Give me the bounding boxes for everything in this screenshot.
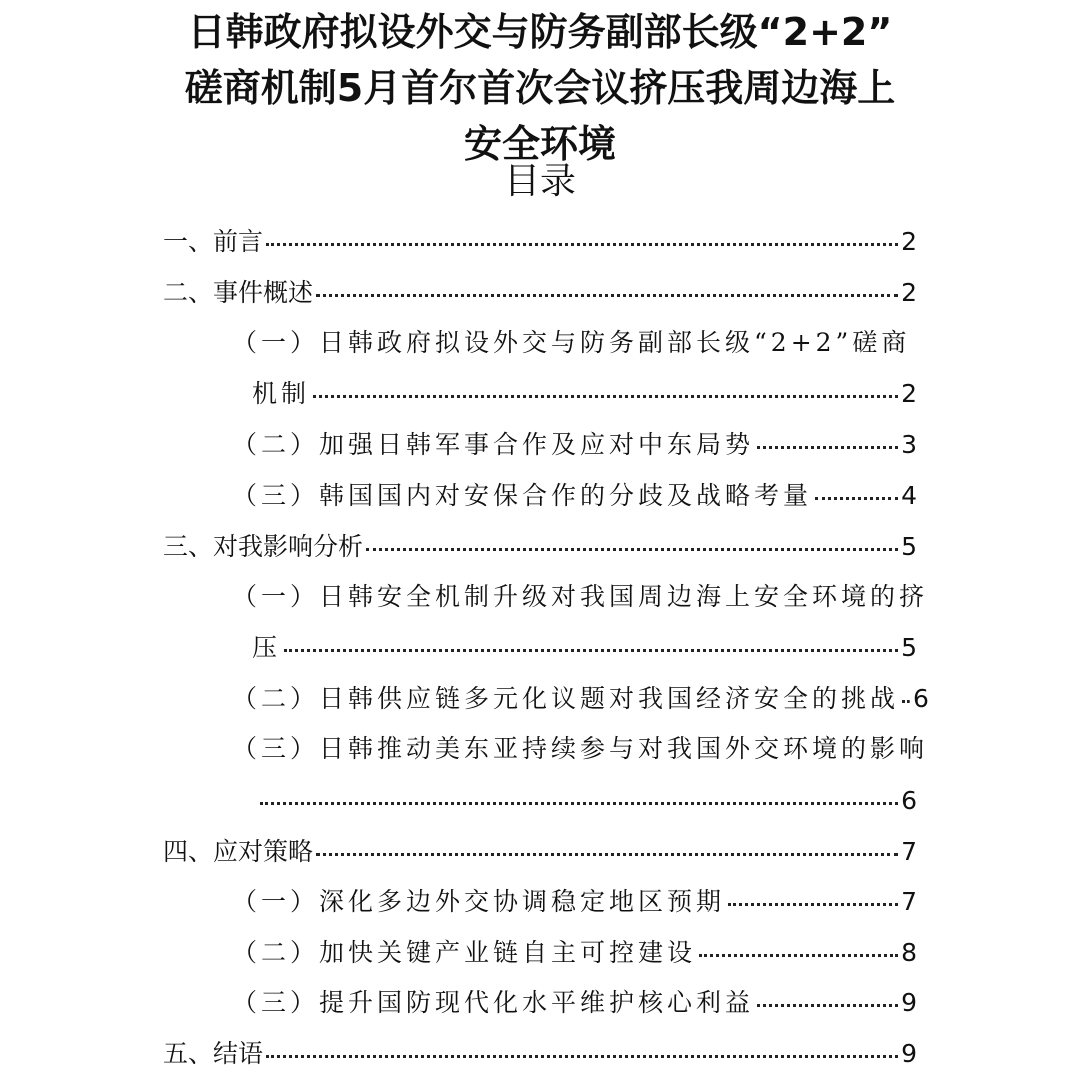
- toc-entry-conclusion[interactable]: [163, 1037, 917, 1071]
- toc-entry-industrial-chain[interactable]: [232, 936, 917, 970]
- toc-page-number: 2: [901, 379, 917, 408]
- toc-entry-label: 三、对我影响分析: [163, 532, 364, 561]
- toc-page-number: 4: [901, 481, 917, 510]
- toc-entry-us-east-asia-line1[interactable]: [232, 732, 929, 766]
- toc-entry-label: 二、事件概述: [163, 278, 314, 307]
- toc-entry-label: 五、结语: [163, 1039, 264, 1068]
- toc-entry-us-east-asia-line2[interactable]: [257, 784, 917, 818]
- dot-leader: [728, 903, 898, 906]
- title-line-1: 日韩政府拟设外交与防务副部长级“2+2”: [187, 10, 893, 54]
- toc-entry-label: （三）韩国国内对安保合作的分歧及战略考量: [232, 481, 813, 510]
- title-line-2: 磋商机制5月首尔首次会议挤压我周边海上: [184, 66, 896, 110]
- toc-page-number: 2: [901, 227, 917, 256]
- toc-entry-label: 机制: [252, 379, 311, 408]
- dot-leader: [902, 700, 910, 703]
- toc-entry-label: （三）提升国防现代化水平维护核心利益: [232, 988, 755, 1017]
- toc-page-number: 5: [901, 532, 917, 561]
- toc-page-number: 3: [901, 430, 917, 459]
- toc-entry-preface[interactable]: [163, 225, 917, 259]
- toc-page-number: 6: [913, 684, 929, 713]
- toc-entry-label: （一）深化多边外交协调稳定地区预期: [232, 887, 726, 916]
- toc-entry-korea-domestic-divergence[interactable]: [232, 479, 917, 513]
- toc-page-number: 8: [901, 938, 917, 967]
- dot-leader: [313, 395, 898, 398]
- title-line-3: 安全环境: [463, 122, 616, 166]
- dot-leader: [266, 243, 898, 246]
- toc-entry-label: 一、前言: [163, 227, 264, 256]
- toc-page-number: 9: [901, 1039, 917, 1068]
- toc-entry-label: （一）日韩政府拟设外交与防务副部长级“2+2”磋商: [232, 328, 911, 357]
- dot-leader: [260, 802, 898, 805]
- toc-heading: 目录: [503, 161, 576, 202]
- toc-entry-defense-modernization[interactable]: [232, 986, 917, 1020]
- toc-entry-label: （二）加强日韩军事合作及应对中东局势: [232, 430, 755, 459]
- dot-leader: [757, 1004, 898, 1007]
- toc-entry-label: 四、应对策略: [163, 837, 314, 866]
- dot-leader: [366, 548, 898, 551]
- toc-entry-label: （一）日韩安全机制升级对我国周边海上安全环境的挤: [232, 582, 929, 611]
- toc-entry-label: （二）加快关键产业链自主可控建设: [232, 938, 697, 967]
- toc-page-number: 2: [901, 278, 917, 307]
- toc-entry-2-2-mechanism-line1[interactable]: [232, 326, 917, 360]
- toc-entry-event-overview[interactable]: [163, 276, 917, 310]
- toc-page-number: 9: [901, 988, 917, 1017]
- dot-leader: [316, 853, 898, 856]
- toc-page-number: 7: [901, 837, 917, 866]
- toc-entry-label: 压: [252, 633, 282, 662]
- toc-entry-impact-analysis[interactable]: [163, 530, 917, 564]
- toc-entry-2-2-mechanism-line2[interactable]: [252, 377, 917, 411]
- toc-page-number: 6: [901, 786, 917, 815]
- toc-page-number: 5: [901, 633, 917, 662]
- toc-entry-military-cooperation[interactable]: [232, 428, 917, 462]
- toc-entry-multilateral-diplomacy[interactable]: [232, 885, 917, 919]
- toc-entry-security-upgrade-line2[interactable]: [252, 631, 917, 665]
- dot-leader: [316, 294, 898, 297]
- toc-entry-security-upgrade-line1[interactable]: [232, 580, 929, 614]
- toc-entry-label: （二）日韩供应链多元化议题对我国经济安全的挑战: [232, 684, 900, 713]
- dot-leader: [815, 497, 898, 500]
- toc-entry-label: （三）日韩推动美东亚持续参与对我国外交环境的影响: [232, 734, 929, 763]
- dot-leader: [266, 1055, 898, 1058]
- dot-leader: [757, 446, 898, 449]
- dot-leader: [284, 649, 898, 652]
- toc-page-number: 7: [901, 887, 917, 916]
- dot-leader: [699, 954, 898, 957]
- toc-entry-supply-chain[interactable]: [232, 682, 929, 716]
- toc-entry-countermeasures[interactable]: [163, 835, 917, 869]
